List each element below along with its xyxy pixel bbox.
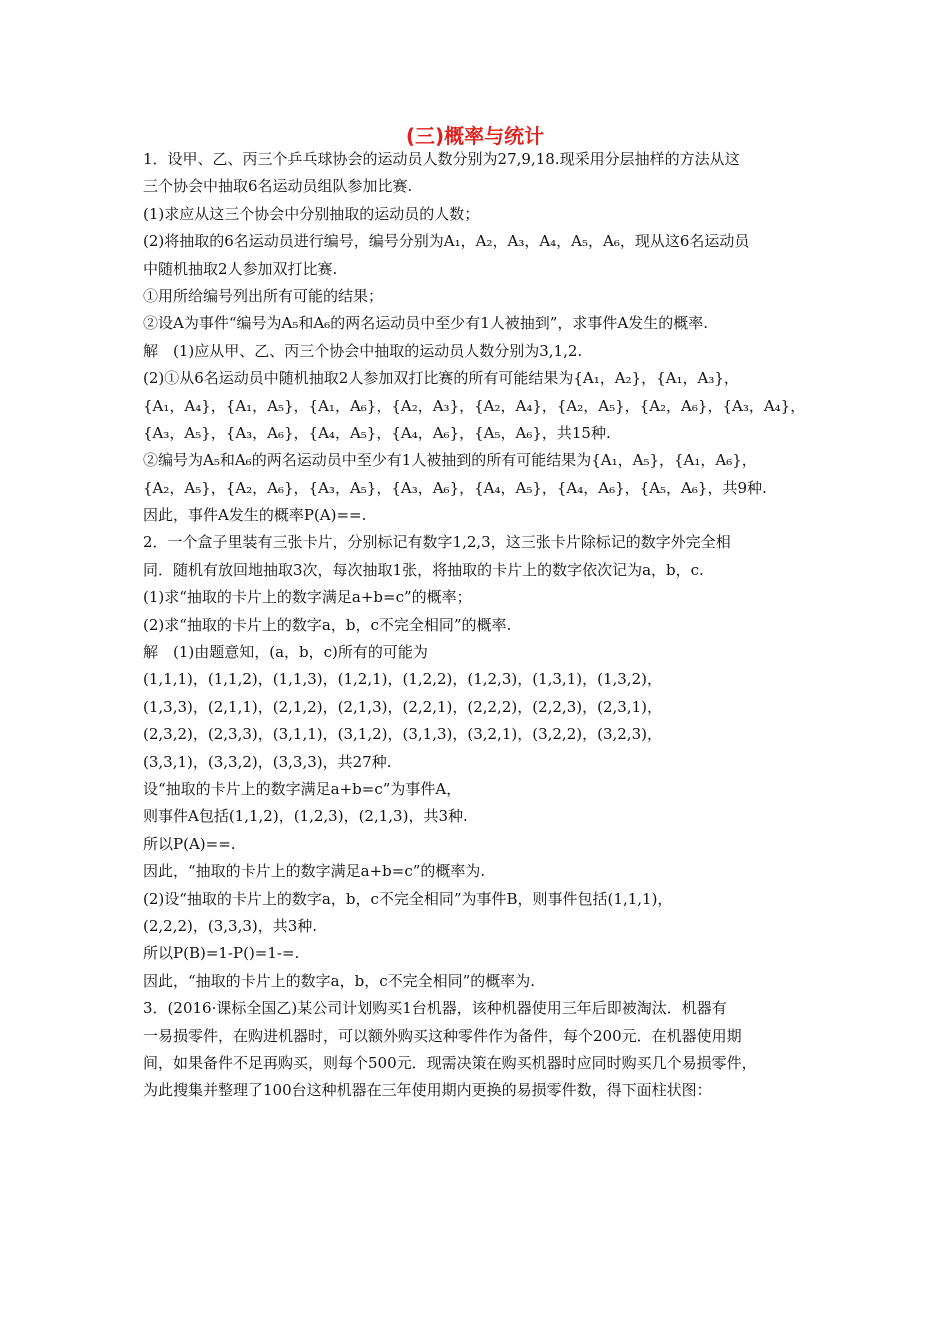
text-line: 解 (1)应从甲、乙、丙三个协会中抽取的运动员人数分别为3,1,2. — [143, 341, 583, 360]
text-line: ②设A为事件“编号为A₅和A₆的两名运动员中至少有1人被抽到”，求事件A发生的概率. — [143, 314, 709, 333]
document-title: (三)概率与统计 — [405, 124, 545, 148]
text-line: 因此，“抽取的卡片上的数字a，b，c不完全相同”的概率为. — [143, 971, 536, 990]
text-line: (1)求“抽取的卡片上的数字满足a+b=c”的概率； — [143, 588, 472, 607]
text-line: (2)①从6名运动员中随机抽取2人参加双打比赛的所有可能结果为{A₁，A₂}，{A₁，A₃}， — [143, 369, 739, 388]
text-line: ②编号为A₅和A₆的两名运动员中至少有1人被抽到的所有可能结果为{A₁，A₅}，{A₁，A₆}， — [143, 451, 757, 470]
text-line: 间，如果备件不足再购买，则每个500元．现需决策在购买机器时应同时购买几个易损零件， — [143, 1053, 757, 1072]
text-line: {A₂，A₅}，{A₂，A₆}，{A₃，A₅}，{A₃，A₆}，{A₄，A₅}，{A₄，A₆}，{A₅，A₆}，共9种. — [143, 478, 767, 497]
text-line: 设“抽取的卡片上的数字满足a+b=c”为事件A， — [143, 779, 462, 798]
text-line: 2．一个盒子里装有三张卡片，分别标记有数字1,2,3，这三张卡片除标记的数字外完全相 — [143, 533, 731, 552]
text-line: {A₃，A₅}，{A₃，A₆}，{A₄，A₅}，{A₄，A₆}，{A₅，A₆}，共15种. — [143, 423, 611, 442]
text-line: 因此，“抽取的卡片上的数字满足a+b=c”的概率为. — [143, 862, 486, 881]
text-line: (3,3,1)，(3,3,2)，(3,3,3)，共27种. — [143, 752, 392, 771]
text-line: 因此，事件A发生的概率P(A)==. — [143, 506, 367, 525]
text-line: 3．(2016·课标全国乙)某公司计划购买1台机器，该种机器使用三年后即被淘汰．机器有 — [143, 999, 727, 1018]
text-line: 一易损零件，在购进机器时，可以额外购买这种零件作为备件，每个200元．在机器使用期 — [143, 1026, 742, 1045]
text-line: (2,2,2)，(3,3,3)，共3种. — [143, 916, 318, 935]
text-line: 解 (1)由题意知，(a，b，c)所有的可能为 — [143, 643, 428, 662]
text-line: 同．随机有放回地抽取3次，每次抽取1张，将抽取的卡片上的数字依次记为a，b，c. — [143, 560, 704, 579]
text-line: (2)求“抽取的卡片上的数字a，b，c不完全相同”的概率. — [143, 615, 512, 634]
text-line: (2,3,2)，(2,3,3)，(3,1,1)，(3,1,2)，(3,1,3)，(3,2,1)，(3,2,2)，(3,2,3)， — [143, 725, 662, 744]
text-line: {A₁，A₄}，{A₁，A₅}，{A₁，A₆}，{A₂，A₃}，{A₂，A₄}，{A₂，A₅}，{A₂，A₆}，{A₃，A₄}， — [143, 396, 806, 415]
text-line: (1)求应从这三个协会中分别抽取的运动员的人数； — [143, 204, 480, 223]
document-body — [143, 146, 819, 1105]
text-line: 所以P(A)==. — [143, 834, 236, 853]
text-line: ①用所给编号列出所有可能的结果； — [143, 286, 384, 305]
text-line: 1．设甲、乙、丙三个乒乓球协会的运动员人数分别为27,9,18.现采用分层抽样的方法从这 — [143, 150, 740, 168]
text-line: 则事件A包括(1,1,2)，(1,2,3)，(2,1,3)，共3种. — [143, 807, 468, 826]
text-line: (2)设“抽取的卡片上的数字a，b，c不完全相同”为事件B，则事件包括(1,1,1)， — [143, 889, 673, 908]
text-line: 三个协会中抽取6名运动员组队参加比赛. — [143, 177, 413, 196]
text-line: (1,1,1)，(1,1,2)，(1,1,3)，(1,2,1)，(1,2,2)，(1,2,3)，(1,3,1)，(1,3,2)， — [143, 670, 662, 689]
text-line: 为此搜集并整理了100台这种机器在三年使用期内更换的易损零件数，得下面柱状图： — [143, 1081, 712, 1100]
text-line: 中随机抽取2人参加双打比赛. — [143, 259, 338, 278]
text-line: (2)将抽取的6名运动员进行编号，编号分别为A₁，A₂，A₃，A₄，A₅，A₆，现从这6名运动员 — [143, 232, 750, 251]
text-line: 所以P(B)=1-P()=1-=. — [143, 944, 300, 963]
text-line: (1,3,3)，(2,1,1)，(2,1,2)，(2,1,3)，(2,2,1)，(2,2,2)，(2,2,3)，(2,3,1)， — [143, 697, 662, 716]
